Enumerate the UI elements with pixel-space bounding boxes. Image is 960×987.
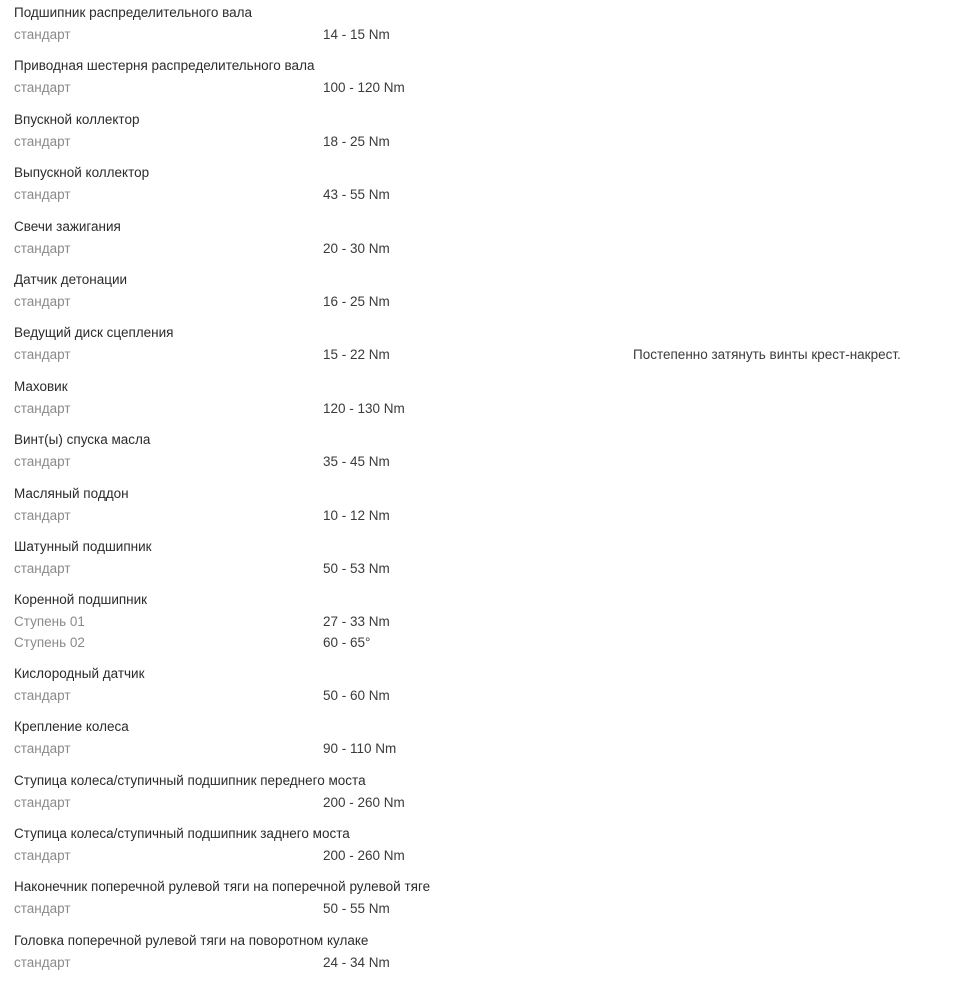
spec-row	[14, 953, 944, 973]
spec-title: Шатунный подшипник	[14, 538, 152, 554]
spec-torque-value: 10 - 12 Nm	[323, 507, 390, 523]
spec-title: Кислородный датчик	[14, 665, 145, 681]
spec-section	[14, 768, 960, 821]
spec-torque-value: 200 - 260 Nm	[323, 794, 405, 810]
spec-section	[14, 214, 960, 267]
spec-section	[14, 481, 960, 534]
spec-torque-value: 24 - 34 Nm	[323, 954, 390, 970]
spec-torque-value: 90 - 110 Nm	[323, 741, 397, 757]
spec-torque-value: 100 - 120 Nm	[323, 80, 405, 96]
spec-title: Масляный поддон	[14, 485, 129, 501]
spec-section	[14, 374, 960, 427]
spec-row	[14, 185, 944, 205]
spec-row	[14, 633, 944, 653]
spec-stage-label: стандарт	[14, 133, 71, 149]
spec-title: Ведущий диск сцепления	[14, 325, 174, 341]
spec-title: Головка поперечной рулевой тяги на поворотном кулаке	[14, 932, 369, 948]
spec-torque-value: 27 - 33 Nm	[323, 614, 390, 630]
spec-stage-label: стандарт	[14, 954, 71, 970]
spec-torque-value: 20 - 30 Nm	[323, 240, 390, 256]
spec-section	[14, 267, 960, 320]
spec-title: Коренной подшипник	[14, 592, 148, 608]
spec-section	[14, 534, 960, 587]
spec-row	[14, 292, 944, 312]
spec-section	[14, 874, 960, 927]
spec-stage-label: стандарт	[14, 454, 71, 470]
spec-title: Подшипник распределительного вала	[14, 5, 253, 20]
spec-section	[14, 0, 960, 53]
spec-stage-label: стандарт	[14, 560, 71, 576]
spec-title: Датчик детонации	[14, 271, 128, 287]
spec-stage-label: стандарт	[14, 848, 71, 864]
spec-torque-value: 16 - 25 Nm	[323, 293, 390, 309]
spec-torque-value: 43 - 55 Nm	[323, 187, 390, 203]
spec-title: Маховик	[14, 378, 68, 394]
spec-section	[14, 427, 960, 480]
spec-row	[14, 78, 944, 98]
spec-torque-value: 50 - 55 Nm	[323, 901, 390, 917]
spec-row	[14, 399, 944, 419]
spec-row	[14, 132, 944, 152]
spec-section	[14, 661, 960, 714]
spec-row	[14, 686, 944, 706]
spec-stage-label: стандарт	[14, 187, 71, 203]
spec-torque-value: 200 - 260 Nm	[323, 848, 405, 864]
spec-stage-label: стандарт	[14, 901, 71, 917]
spec-torque-value: 15 - 22 Nm	[323, 347, 390, 363]
spec-row	[14, 899, 944, 919]
spec-section	[14, 53, 960, 106]
spec-title: Винт(ы) спуска масла	[14, 432, 151, 448]
spec-title: Свечи зажигания	[14, 218, 121, 234]
spec-torque-value: 35 - 45 Nm	[323, 454, 390, 470]
spec-torque-value: 50 - 60 Nm	[323, 687, 390, 703]
spec-torque-value: 14 - 15 Nm	[323, 27, 390, 42]
spec-stage-label: стандарт	[14, 507, 71, 523]
spec-stage-label: стандарт	[14, 80, 71, 96]
spec-title: Ступица колеса/ступичный подшипник переднего моста	[14, 772, 366, 788]
spec-torque-value: 60 - 65°	[323, 635, 371, 651]
spec-stage-label: стандарт	[14, 240, 71, 256]
spec-title: Крепление колеса	[14, 719, 129, 735]
spec-row	[14, 25, 944, 45]
spec-row	[14, 612, 944, 632]
spec-stage-label: стандарт	[14, 400, 71, 416]
spec-row	[14, 345, 944, 365]
spec-note: Постепенно затянуть винты крест-накрест.	[633, 347, 901, 363]
spec-title: Впускной коллектор	[14, 111, 140, 127]
spec-stage-label: стандарт	[14, 293, 71, 309]
spec-stage-label: стандарт	[14, 27, 71, 42]
spec-title: Приводная шестерня распределительного вала	[14, 58, 315, 74]
spec-title: Ступица колеса/ступичный подшипник заднего моста	[14, 826, 350, 842]
spec-stage-label: стандарт	[14, 741, 71, 757]
spec-title: Наконечник поперечной рулевой тяги на поперечной рулевой тяге	[14, 879, 431, 895]
spec-section	[14, 821, 960, 874]
spec-row	[14, 559, 944, 579]
spec-stage-label: стандарт	[14, 794, 71, 810]
spec-section	[14, 107, 960, 160]
spec-torque-value: 120 - 130 Nm	[323, 400, 405, 416]
spec-section	[14, 320, 960, 373]
spec-section	[14, 714, 960, 767]
spec-row	[14, 239, 944, 259]
spec-stage-label: стандарт	[14, 347, 71, 363]
spec-section	[14, 928, 960, 981]
spec-stage-label: Ступень 02	[14, 635, 85, 651]
spec-torque-value: 18 - 25 Nm	[323, 133, 390, 149]
spec-row	[14, 452, 944, 472]
spec-stage-label: стандарт	[14, 687, 71, 703]
spec-stage-label: Ступень 01	[14, 614, 85, 630]
spec-row	[14, 739, 944, 759]
spec-section	[14, 160, 960, 213]
spec-row	[14, 506, 944, 526]
spec-row	[14, 793, 944, 813]
spec-title: Выпускной коллектор	[14, 165, 150, 181]
spec-torque-value: 50 - 53 Nm	[323, 560, 390, 576]
spec-row	[14, 846, 944, 866]
spec-section	[14, 587, 960, 661]
